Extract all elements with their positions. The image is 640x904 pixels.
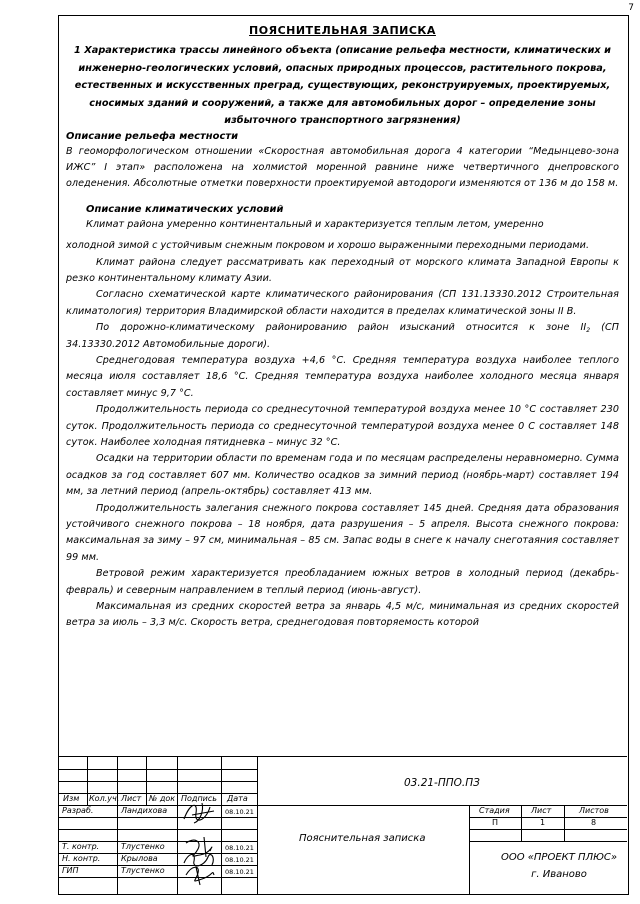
climate-paragraph-9: Ветровой режим характеризуется преобладанием южных ветров в холодный период (декабрь-февраль) и северным направлением в теплый период (июнь-август). [66, 568, 619, 596]
document-body [66, 16, 619, 632]
organization-name: ООО «ПРОЕКТ ПЛЮС» [500, 852, 618, 863]
header-ndok: № док [149, 794, 176, 803]
header-kol-uch: Кол.уч. [89, 794, 120, 803]
document-code: 03.21-ППО.ПЗ [404, 777, 480, 789]
stage-value: П [492, 818, 499, 827]
document-frame [58, 15, 629, 895]
row-name: Крылова [121, 854, 158, 863]
header-data: Дата [227, 794, 248, 803]
section-heading: 1 Характеристика трассы линейного объекта (описание рельефа местности, климатических и инженерно-геологических условий, опасных природных процессов, растительного покрова, естественных и искусственных преград, существующих, реконструируемых, проектируемых, сносимых зданий и сооружений, а также для автомобильных дорог – определение зоны избыточного транспортного загрязнения) [74, 45, 611, 126]
climate-paragraph-5: Среднегодовая температура воздуха +4,6 °С. Средняя температура воздуха наиболее теплого месяца июля составляет 18,6 °С. Средняя температура воздуха наиболее холодного месяца января составляет минус 9,7 °С. [66, 354, 619, 399]
signature-image [180, 861, 220, 887]
header-izm: Изм [63, 794, 80, 803]
organization-city: г. Иваново [531, 869, 587, 880]
row-role: Разраб. [62, 806, 94, 815]
climate-paragraph-4: По дорожно-климатическому районированию район изысканий относится к зоне $II_2$ (СП 34.13330.2012 Автомобильные дороги). [66, 322, 619, 350]
row-name: Ландихова [121, 806, 168, 815]
row-date: 08.10.21 [225, 856, 254, 864]
row-name: Тлустенко [121, 842, 165, 851]
row-date: 08.10.21 [225, 844, 254, 852]
climate-paragraph-10: Максимальная из средних скоростей ветра за январь 4,5 м/с, минимальная из средних скоростей ветра за июль – 3,3 м/с. Скорость ветра, среднегодовая повторяемость которой [66, 601, 619, 629]
climate-paragraph-6: Продолжительность периода со среднесуточной температурой воздуха менее 10 °С составляет 230 суток. Продолжительность периода со среднесуточной температурой воздуха менее 0 С составляет 148 суток. Наиболее холодная пятидневка – минус 32 °С. [66, 404, 619, 448]
sheets-value: 8 [591, 818, 597, 827]
climate-heading: Описание климатических условий [86, 203, 284, 215]
page-number: 7 [628, 3, 634, 13]
row-name: Тлустенко [121, 866, 165, 875]
document-title-cell: Пояснительная записка [299, 833, 426, 844]
page-title: ПОЯСНИТЕЛЬНАЯ ЗАПИСКА [249, 24, 436, 37]
sheet-value: 1 [540, 818, 546, 827]
row-role: ГИП [62, 866, 79, 875]
climate-paragraph-3: Согласно схематической карте климатического районирования (СП 131.13330.2012 Строительная климатология) территория Владимирской области находится в пределах климатической зоны II В. [66, 289, 619, 317]
organization [491, 849, 627, 883]
relief-paragraph: В геоморфологическом отношении «Скоростная автомобильная дорога 4 категории “Медынцево-зона ИЖС” I этап» расположена на холмистой моренной равнине ниже четвертичного днепровского оледенения. Абсолютные отметки поверхности проектируемой автодороги изменяются от 136 м до 158 м. [66, 145, 619, 190]
row-date: 08.10.21 [225, 808, 254, 816]
title-block-stamp [59, 756, 627, 894]
sheet-label: Лист [531, 806, 552, 815]
climate-paragraph-8: Продолжительность залегания снежного покрова составляет 145 дней. Средняя дата образования устойчивого снежного покрова – 18 ноября, дата разрушения – 5 апреля. Высота снежного покрова: максимальная за зиму – 97 см, минимальная – 85 см. Запас воды в снеге к началу снеготаяния составляет 99 мм. [66, 502, 619, 563]
stage-label: Стадия [479, 806, 510, 815]
header-list: Лист [121, 794, 142, 803]
climate-paragraph-1-end: холодной зимой с устойчивым снежным покровом и хорошо выраженными переходными периодами. [66, 240, 590, 252]
header-podpis: Подпись [181, 794, 217, 803]
signature-image [180, 799, 220, 825]
climate-paragraph-1-start: Климат района умеренно континентальный и характеризуется теплым летом, умеренно [86, 218, 544, 230]
climate-paragraph-2: Климат района следует рассматривать как переходный от морского климата Западной Европы к резко континентальному климату Азии. [66, 256, 619, 284]
row-date: 08.10.21 [225, 868, 254, 876]
sheets-label: Листов [579, 806, 609, 815]
relief-heading: Описание рельефа местности [66, 130, 239, 142]
row-role: Т. контр. [62, 842, 100, 851]
climate-paragraph-7: Осадки на территории области по временам года и по месяцам распределены неравномерно. Сумма осадков за год составляет 607 мм. Количество осадков за зимний период (ноябрь-март) составляет 194 мм, за летний период (апрель-октябрь) составляет 413 мм. [66, 453, 619, 498]
row-role: Н. контр. [62, 854, 101, 863]
